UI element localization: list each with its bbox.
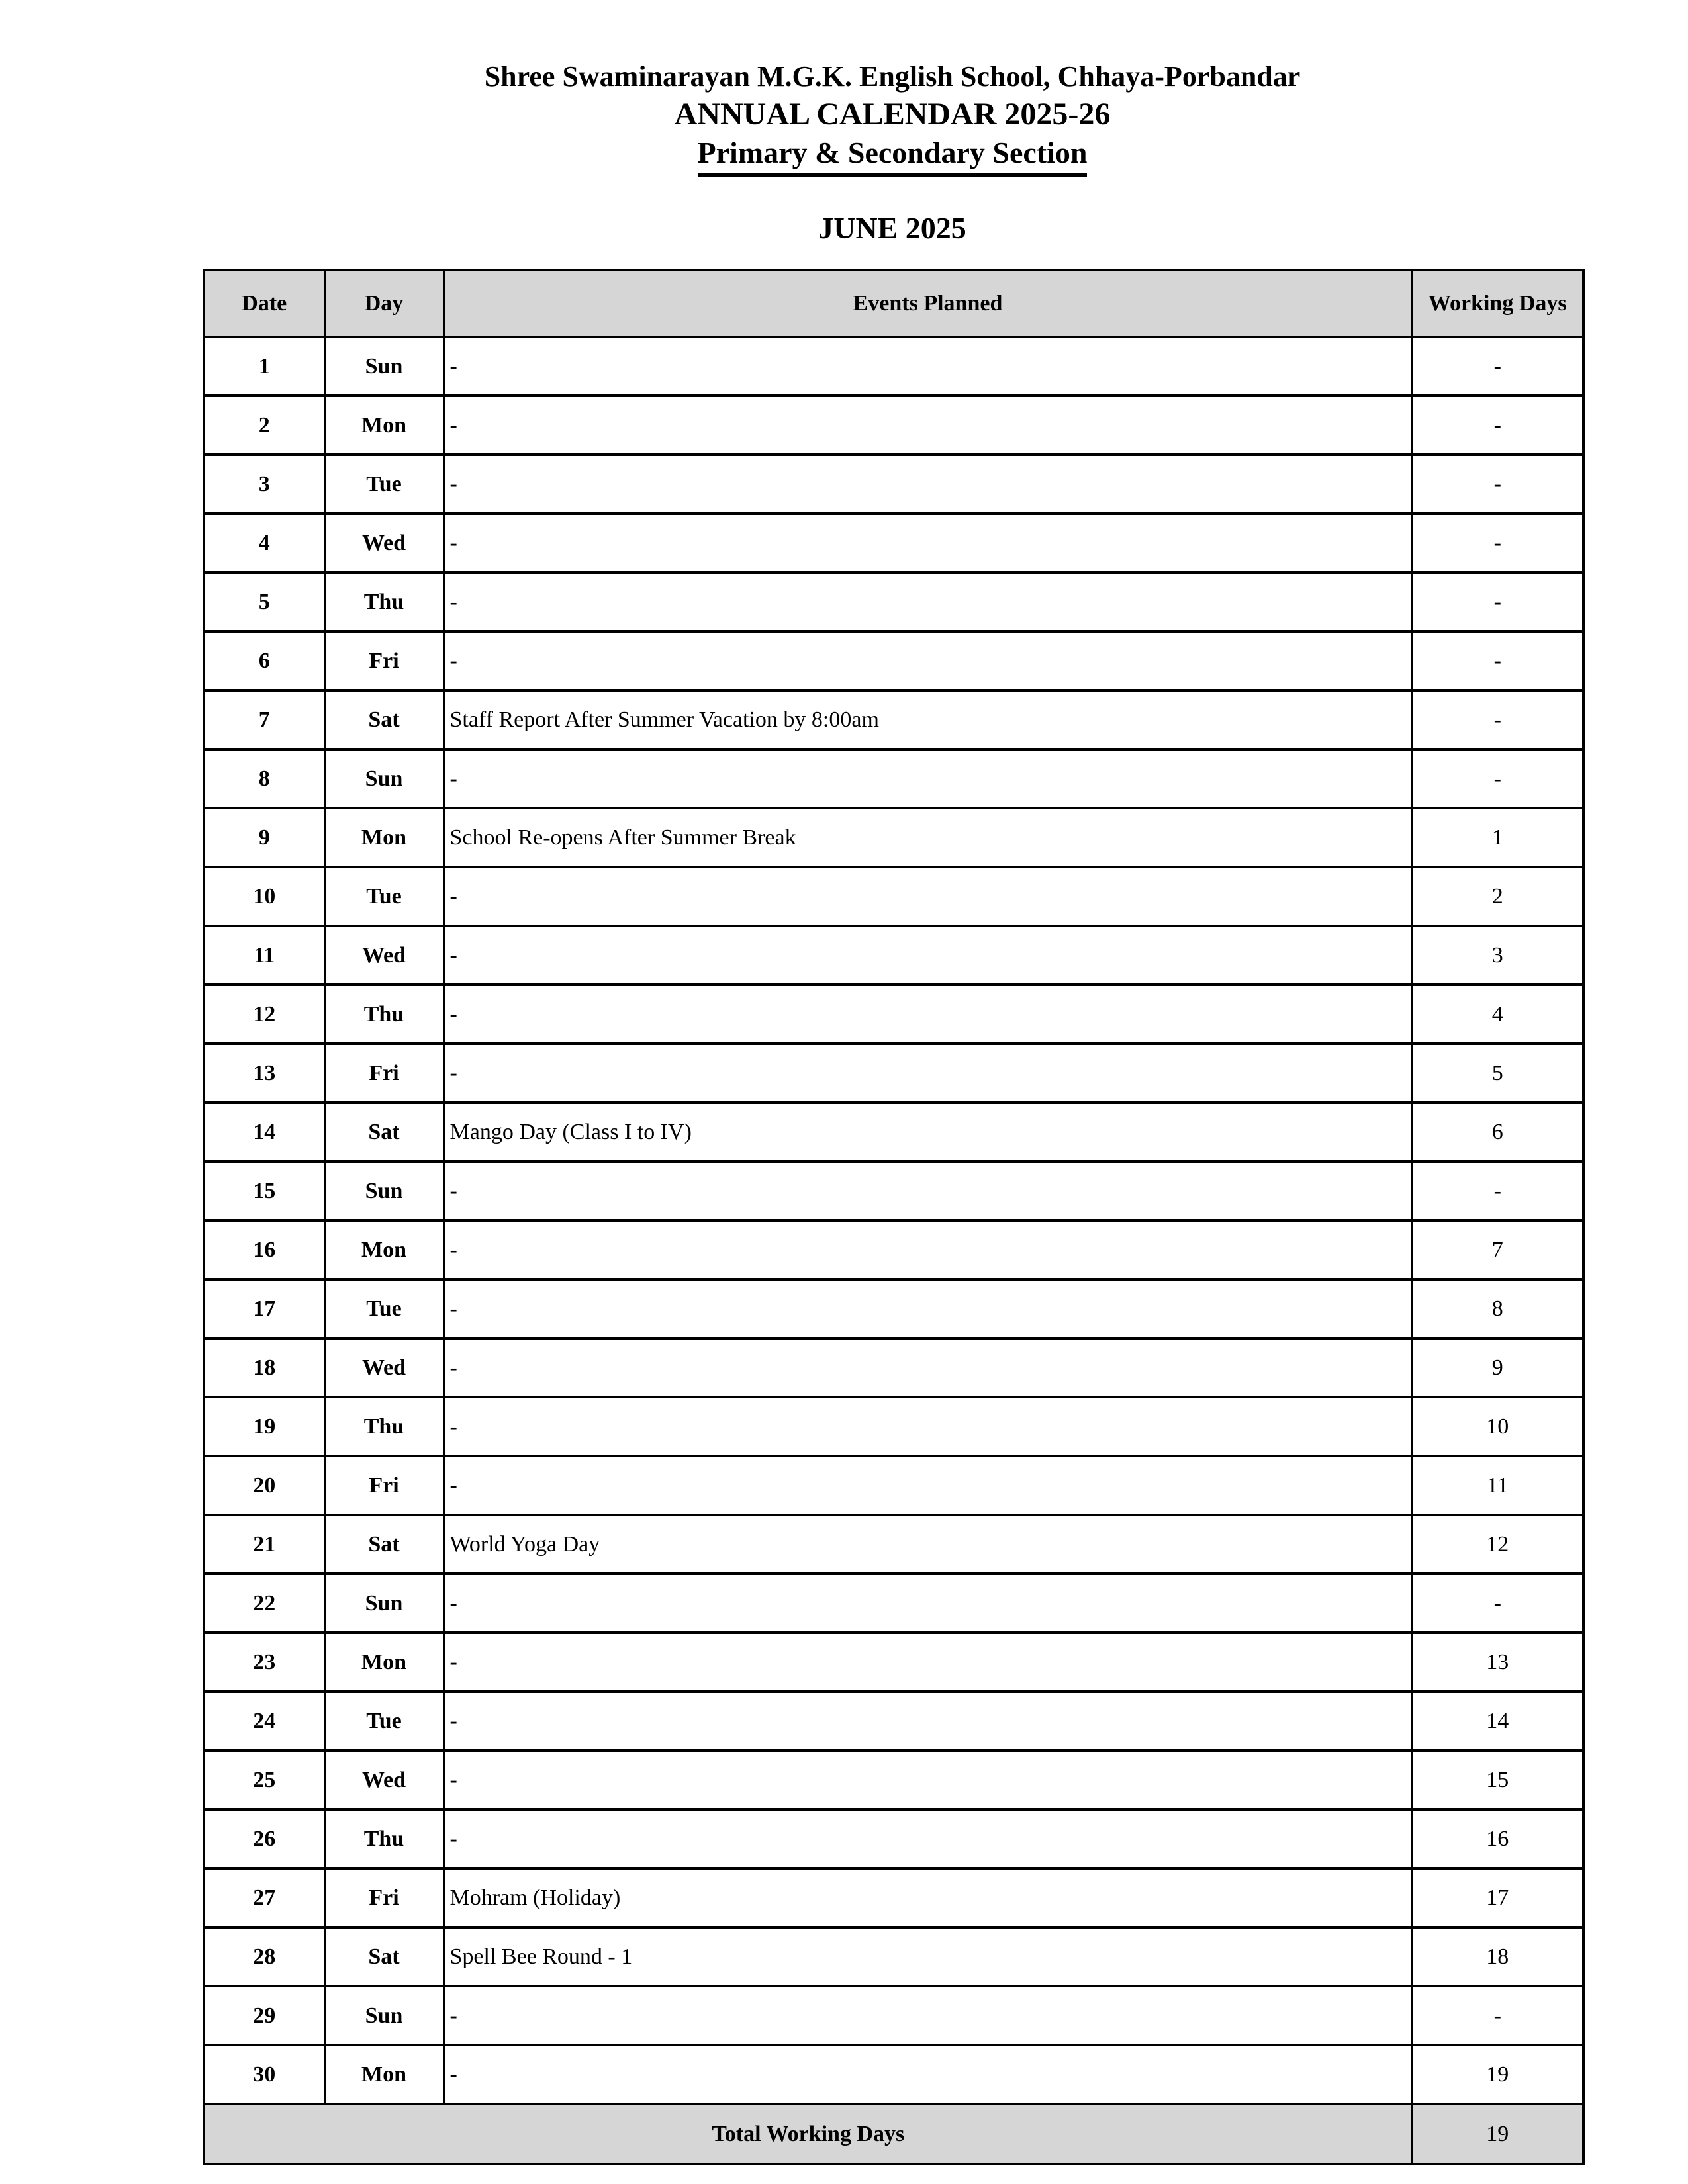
working-days-cell: 15 <box>1412 1751 1583 1809</box>
event-cell: - <box>444 1220 1412 1279</box>
date-cell: 1 <box>204 337 324 396</box>
date-cell: 8 <box>204 749 324 808</box>
event-cell: - <box>444 455 1412 514</box>
event-cell: - <box>444 631 1412 690</box>
date-cell: 2 <box>204 396 324 455</box>
table-row <box>204 1338 1583 1397</box>
col-header-working-days: Working Days <box>1412 270 1583 337</box>
working-days-cell: 2 <box>1412 867 1583 926</box>
event-cell: - <box>444 514 1412 572</box>
event-cell: Staff Report After Summer Vacation by 8:00am <box>444 690 1412 749</box>
day-cell: Tue <box>324 867 444 926</box>
working-days-cell: 6 <box>1412 1103 1583 1161</box>
table-row <box>204 396 1583 455</box>
calendar-table <box>203 269 1585 2165</box>
working-days-cell: - <box>1412 514 1583 572</box>
day-cell: Mon <box>324 1633 444 1692</box>
date-cell: 29 <box>204 1986 324 2045</box>
working-days-cell: 7 <box>1412 1220 1583 1279</box>
table-row <box>204 631 1583 690</box>
day-cell: Sat <box>324 1103 444 1161</box>
section-title: Primary & Secondary Section <box>698 134 1088 177</box>
event-cell: Mohram (Holiday) <box>444 1868 1412 1927</box>
table-row <box>204 455 1583 514</box>
day-cell: Sat <box>324 690 444 749</box>
date-cell: 16 <box>204 1220 324 1279</box>
working-days-cell: 11 <box>1412 1456 1583 1515</box>
date-cell: 23 <box>204 1633 324 1692</box>
day-cell: Wed <box>324 1751 444 1809</box>
event-cell: - <box>444 572 1412 631</box>
working-days-cell: 19 <box>1412 2045 1583 2104</box>
month-title: JUNE 2025 <box>818 211 966 245</box>
working-days-cell: 14 <box>1412 1692 1583 1751</box>
day-cell: Sun <box>324 1161 444 1220</box>
date-cell: 22 <box>204 1574 324 1633</box>
day-cell: Thu <box>324 1397 444 1456</box>
day-cell: Thu <box>324 985 444 1044</box>
working-days-cell: 1 <box>1412 808 1583 867</box>
day-cell: Fri <box>324 631 444 690</box>
event-cell: - <box>444 1279 1412 1338</box>
date-cell: 14 <box>204 1103 324 1161</box>
event-cell: - <box>444 2045 1412 2104</box>
table-row <box>204 572 1583 631</box>
col-header-events-planned: Events Planned <box>444 270 1412 337</box>
working-days-cell: - <box>1412 337 1583 396</box>
header-row <box>204 270 1583 337</box>
date-cell: 12 <box>204 985 324 1044</box>
table-row <box>204 1868 1583 1927</box>
day-cell: Wed <box>324 514 444 572</box>
date-cell: 18 <box>204 1338 324 1397</box>
working-days-cell: 12 <box>1412 1515 1583 1574</box>
col-header-day: Day <box>324 270 444 337</box>
table-row <box>204 1456 1583 1515</box>
date-cell: 25 <box>204 1751 324 1809</box>
event-cell: - <box>444 1633 1412 1692</box>
date-cell: 9 <box>204 808 324 867</box>
working-days-cell: 16 <box>1412 1809 1583 1868</box>
date-cell: 10 <box>204 867 324 926</box>
day-cell: Mon <box>324 396 444 455</box>
day-cell: Thu <box>324 1809 444 1868</box>
working-days-cell: 10 <box>1412 1397 1583 1456</box>
total-row <box>204 2104 1583 2164</box>
school-name: Shree Swaminarayan M.G.K. English School, Chhaya-Porbandar <box>484 60 1301 93</box>
date-cell: 24 <box>204 1692 324 1751</box>
working-days-cell: 9 <box>1412 1338 1583 1397</box>
day-cell: Sun <box>324 1986 444 2045</box>
date-cell: 26 <box>204 1809 324 1868</box>
day-cell: Wed <box>324 1338 444 1397</box>
table-row <box>204 2045 1583 2104</box>
table-row <box>204 1044 1583 1103</box>
working-days-cell: 13 <box>1412 1633 1583 1692</box>
table-row <box>204 1751 1583 1809</box>
day-cell: Tue <box>324 1279 444 1338</box>
date-cell: 20 <box>204 1456 324 1515</box>
table-row <box>204 1397 1583 1456</box>
table-row <box>204 1692 1583 1751</box>
table-row <box>204 337 1583 396</box>
day-cell: Sat <box>324 1515 444 1574</box>
event-cell: - <box>444 1751 1412 1809</box>
working-days-cell: - <box>1412 690 1583 749</box>
day-cell: Thu <box>324 572 444 631</box>
working-days-cell: 3 <box>1412 926 1583 985</box>
day-cell: Sun <box>324 337 444 396</box>
table-row <box>204 749 1583 808</box>
working-days-cell: 4 <box>1412 985 1583 1044</box>
working-days-cell: 8 <box>1412 1279 1583 1338</box>
working-days-cell: - <box>1412 1161 1583 1220</box>
day-cell: Fri <box>324 1044 444 1103</box>
event-cell: - <box>444 867 1412 926</box>
event-cell: - <box>444 749 1412 808</box>
day-cell: Wed <box>324 926 444 985</box>
total-working-days-value: 19 <box>1412 2104 1583 2164</box>
event-cell: - <box>444 926 1412 985</box>
working-days-cell: - <box>1412 455 1583 514</box>
day-cell: Tue <box>324 455 444 514</box>
day-cell: Mon <box>324 808 444 867</box>
event-cell: Spell Bee Round - 1 <box>444 1927 1412 1986</box>
working-days-cell: - <box>1412 631 1583 690</box>
working-days-cell: - <box>1412 749 1583 808</box>
event-cell: World Yoga Day <box>444 1515 1412 1574</box>
event-cell: - <box>444 396 1412 455</box>
table-row <box>204 808 1583 867</box>
event-cell: - <box>444 1809 1412 1868</box>
table-row <box>204 1927 1583 1986</box>
day-cell: Sun <box>324 749 444 808</box>
document-header <box>203 58 1582 177</box>
date-cell: 21 <box>204 1515 324 1574</box>
date-cell: 6 <box>204 631 324 690</box>
date-cell: 3 <box>204 455 324 514</box>
event-cell: - <box>444 1397 1412 1456</box>
day-cell: Fri <box>324 1868 444 1927</box>
event-cell: - <box>444 337 1412 396</box>
total-working-days-label: Total Working Days <box>204 2104 1412 2164</box>
day-cell: Mon <box>324 1220 444 1279</box>
working-days-cell: - <box>1412 396 1583 455</box>
table-row <box>204 926 1583 985</box>
date-cell: 27 <box>204 1868 324 1927</box>
working-days-cell: 17 <box>1412 1868 1583 1927</box>
day-cell: Sat <box>324 1927 444 1986</box>
working-days-cell: 18 <box>1412 1927 1583 1986</box>
calendar-table-header <box>204 270 1583 337</box>
event-cell: School Re-opens After Summer Break <box>444 808 1412 867</box>
table-row <box>204 514 1583 572</box>
table-row <box>204 1809 1583 1868</box>
date-cell: 19 <box>204 1397 324 1456</box>
event-cell: - <box>444 1456 1412 1515</box>
working-days-cell: - <box>1412 1986 1583 2045</box>
table-row <box>204 1986 1583 2045</box>
day-cell: Tue <box>324 1692 444 1751</box>
date-cell: 28 <box>204 1927 324 1986</box>
date-cell: 4 <box>204 514 324 572</box>
table-row <box>204 1633 1583 1692</box>
day-cell: Sun <box>324 1574 444 1633</box>
date-cell: 13 <box>204 1044 324 1103</box>
date-cell: 5 <box>204 572 324 631</box>
table-row <box>204 690 1583 749</box>
table-row <box>204 1279 1583 1338</box>
date-cell: 17 <box>204 1279 324 1338</box>
table-row <box>204 1574 1583 1633</box>
event-cell: - <box>444 1986 1412 2045</box>
event-cell: - <box>444 1044 1412 1103</box>
date-cell: 7 <box>204 690 324 749</box>
working-days-cell: 5 <box>1412 1044 1583 1103</box>
event-cell: - <box>444 985 1412 1044</box>
event-cell: - <box>444 1574 1412 1633</box>
day-cell: Fri <box>324 1456 444 1515</box>
working-days-cell: - <box>1412 1574 1583 1633</box>
col-header-date: Date <box>204 270 324 337</box>
date-cell: 11 <box>204 926 324 985</box>
table-row <box>204 1515 1583 1574</box>
annual-calendar-title: ANNUAL CALENDAR 2025-26 <box>674 97 1111 132</box>
table-row <box>204 1103 1583 1161</box>
table-row <box>204 1220 1583 1279</box>
working-days-cell: - <box>1412 572 1583 631</box>
day-cell: Mon <box>324 2045 444 2104</box>
calendar-table-footer <box>204 2104 1583 2164</box>
table-row <box>204 867 1583 926</box>
date-cell: 15 <box>204 1161 324 1220</box>
table-row <box>204 985 1583 1044</box>
event-cell: - <box>444 1692 1412 1751</box>
table-row <box>204 1161 1583 1220</box>
date-cell: 30 <box>204 2045 324 2104</box>
event-cell: Mango Day (Class I to IV) <box>444 1103 1412 1161</box>
event-cell: - <box>444 1338 1412 1397</box>
event-cell: - <box>444 1161 1412 1220</box>
calendar-table-body <box>204 337 1583 2104</box>
